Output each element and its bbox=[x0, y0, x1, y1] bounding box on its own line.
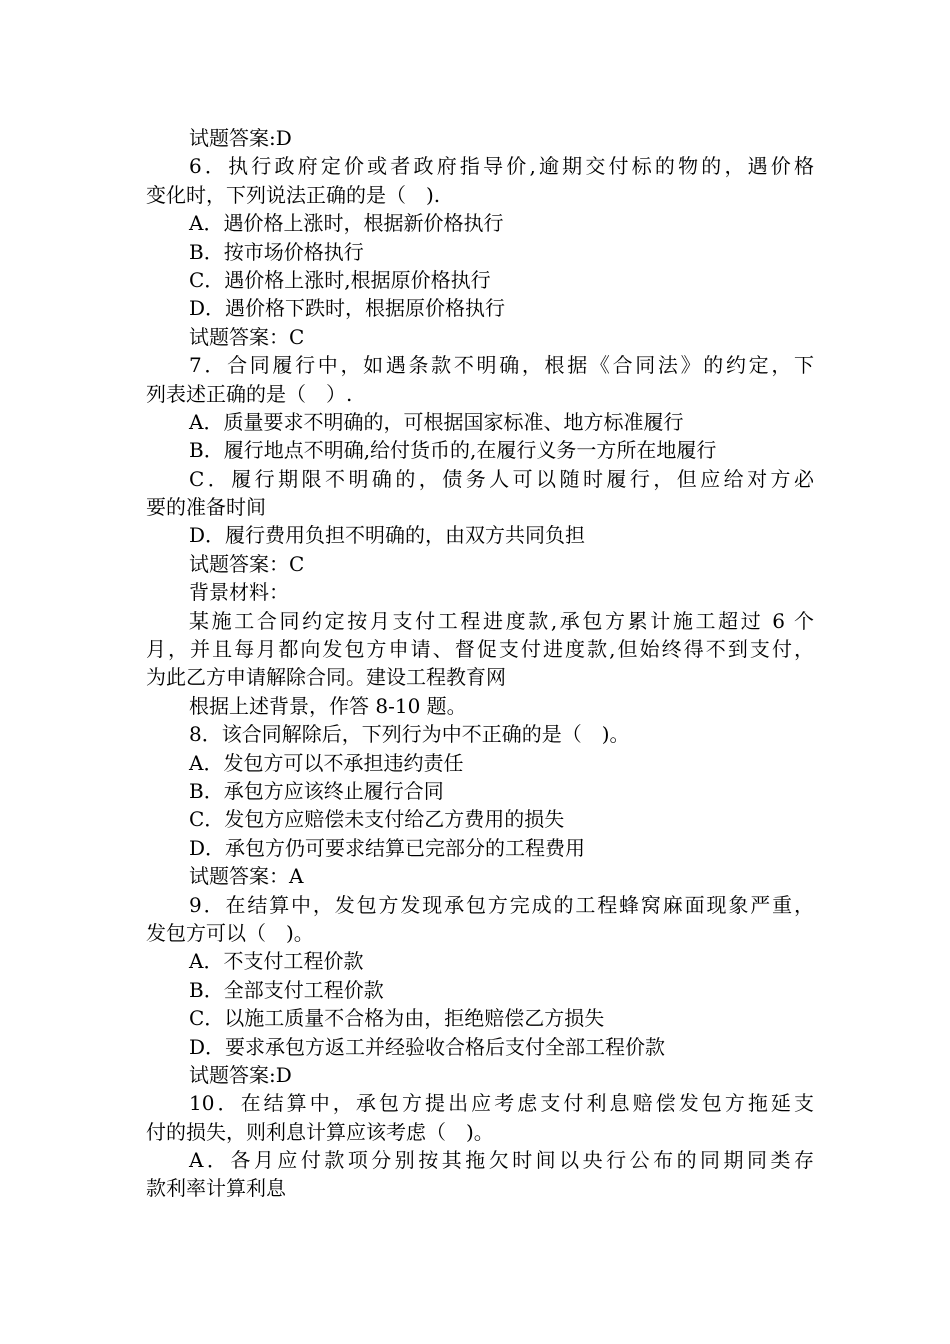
text-line: 9．在结算中，发包方发现承包方完成的工程蜂窝麻面现象严重， bbox=[189, 892, 814, 917]
text-line: 为此乙方申请解除合同。建设工程教育网 bbox=[146, 665, 506, 690]
text-line: C．履行期限不明确的，债务人可以随时履行，但应给对方必 bbox=[189, 466, 814, 491]
text-line: D．履行费用负担不明确的，由双方共同负担 bbox=[189, 523, 586, 548]
text-line: D．承包方仍可要求结算已完部分的工程费用 bbox=[189, 835, 586, 860]
text-line: A．各月应付款项分别按其拖欠时间以央行公布的同期同类存 bbox=[189, 1148, 814, 1173]
text-line: 7．合同履行中，如遇条款不明确，根据《合同法》的约定，下 bbox=[189, 353, 814, 378]
text-line: D．要求承包方返工并经验收合格后支付全部工程价款 bbox=[189, 1034, 666, 1059]
text-line: 试题答案:D bbox=[189, 126, 292, 150]
text-line: A．质量要求不明确的，可根据国家标准、地方标准履行 bbox=[189, 409, 684, 434]
text-line: 月，并且每月都向发包方申请、督促支付进度款,但始终得不到支付， bbox=[146, 637, 814, 662]
text-line: 试题答案：C bbox=[189, 551, 305, 576]
text-line: D．遇价格下跌时，根据原价格执行 bbox=[189, 296, 506, 321]
text-line: B．全部支付工程价款 bbox=[189, 977, 384, 1002]
document-page bbox=[146, 124, 814, 1203]
text-line: 试题答案：A bbox=[189, 864, 304, 889]
text-line: B．履行地点不明确,给付货币的,在履行义务一方所在地履行 bbox=[189, 438, 717, 463]
text-line: 变化时，下列说法正确的是（ ). bbox=[146, 182, 441, 207]
text-line: 根据上述背景，作答 8-10 题。 bbox=[189, 693, 467, 718]
text-line: 发包方可以（ )。 bbox=[146, 920, 314, 945]
text-line: 10．在结算中，承包方提出应考虑支付利息赔偿发包方拖延支 bbox=[189, 1091, 814, 1116]
text-line: C．以施工质量不合格为由，拒绝赔偿乙方损失 bbox=[189, 1006, 605, 1031]
text-line: 要的准备时间 bbox=[146, 495, 266, 520]
text-line: A．发包方可以不承担违约责任 bbox=[189, 750, 464, 775]
text-line: C．遇价格上涨时,根据原价格执行 bbox=[189, 267, 491, 292]
text-line: 列表述正确的是（ ）. bbox=[146, 381, 353, 406]
text-line: 付的损失，则利息计算应该考虑（ )。 bbox=[146, 1119, 494, 1144]
text-line: B．承包方应该终止履行合同 bbox=[189, 778, 444, 803]
text-line: B．按市场价格执行 bbox=[189, 239, 364, 264]
text-line: 6．执行政府定价或者政府指导价,逾期交付标的物的，遇价格 bbox=[189, 154, 814, 179]
text-line: 款利率计算利息 bbox=[146, 1176, 286, 1201]
text-line: A．遇价格上涨时，根据新价格执行 bbox=[189, 211, 504, 236]
text-line: 某施工合同约定按月支付工程进度款,承包方累计施工超过 6 个 bbox=[189, 608, 814, 633]
text-line: C．发包方应赔偿未支付给乙方费用的损失 bbox=[189, 807, 565, 832]
text-line: 试题答案:D bbox=[189, 1062, 292, 1087]
text-line: A．不支付工程价款 bbox=[189, 949, 364, 974]
text-line: 背景材料： bbox=[189, 580, 289, 605]
text-line: 试题答案：C bbox=[189, 324, 305, 349]
text-line: 8．该合同解除后，下列行为中不正确的是（ )。 bbox=[189, 722, 630, 747]
